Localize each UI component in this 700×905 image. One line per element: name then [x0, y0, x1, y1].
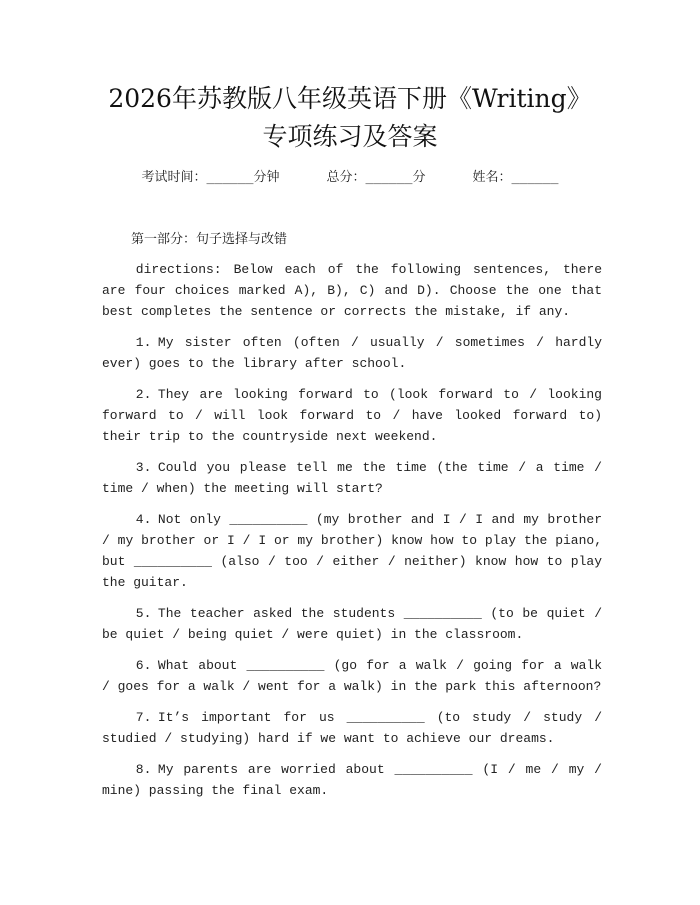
question-number: 3.: [135, 460, 152, 475]
question-item: [102, 457, 602, 499]
question-text: Could you please tell me the time (the time / a time / time / when) the meeting will start?: [102, 460, 602, 496]
question-text: Not only __________ (my brother and I / I and my brother / my brother or I / I or my brother) know how to play the piano, but __________ (also / too / either / neither) know how to play the guitar.: [102, 512, 602, 590]
student-name-blank: ______: [511, 170, 559, 185]
question-text: They are looking forward to (look forward to / looking forward to / will look forward to / have looked forward to) their trip to the countryside next weekend.: [102, 387, 602, 444]
question-list: [102, 259, 602, 811]
question-text: My sister often (often / usually / sometimes / hardly ever) goes to the library after school.: [102, 335, 602, 371]
student-name-label: 姓名：: [472, 170, 512, 185]
question-text: My parents are worried about __________ (I / me / my / mine) passing the final exam.: [102, 762, 602, 798]
question-number: 1.: [135, 335, 152, 350]
section-directions: directions: Below each of the following sentences, there are four choices marked A), B), C) and D). Choose the one that best completes the sentence or corrects the mistake, if any.: [102, 262, 602, 319]
exam-time-label: 考试时间：: [141, 170, 207, 185]
question-number: 2.: [135, 387, 152, 402]
question-text: What about __________ (go for a walk / going for a walk / goes for a walk / went for a walk) in the park this afternoon?: [102, 658, 602, 694]
question-item: [102, 759, 602, 801]
total-score-unit: 分: [412, 170, 426, 185]
question-item: [102, 332, 602, 374]
exam-time-unit: 分钟: [253, 170, 280, 185]
question-item: [102, 655, 602, 697]
question-number: 6.: [135, 658, 152, 673]
question-number: 4.: [135, 512, 152, 527]
question-item: [102, 603, 602, 645]
total-score-label: 总分：: [326, 170, 366, 185]
exam-time-blank: ______: [206, 170, 254, 185]
question-number: 5.: [135, 606, 152, 621]
document-title-line-1: 2026年苏教版八年级英语下册《Writing》: [108, 84, 592, 113]
question-number: 7.: [135, 710, 152, 725]
question-item: [102, 509, 602, 593]
question-text: It’s important for us __________ (to study / study / studied / studying) hard if we want to achieve our dreams.: [102, 710, 602, 746]
question-item: [102, 707, 602, 749]
total-score-blank: ______: [365, 170, 413, 185]
exam-info-line: [0, 168, 700, 188]
question-text: The teacher asked the students __________ (to be quiet / be quiet / being quiet / were quiet) in the classroom.: [102, 606, 602, 642]
question-number: 8.: [135, 762, 152, 777]
section-title: 第一部分：句子选择与改错: [131, 232, 288, 247]
question-item: [102, 384, 602, 447]
document-title-line-2: 专项练习及答案: [262, 122, 438, 151]
